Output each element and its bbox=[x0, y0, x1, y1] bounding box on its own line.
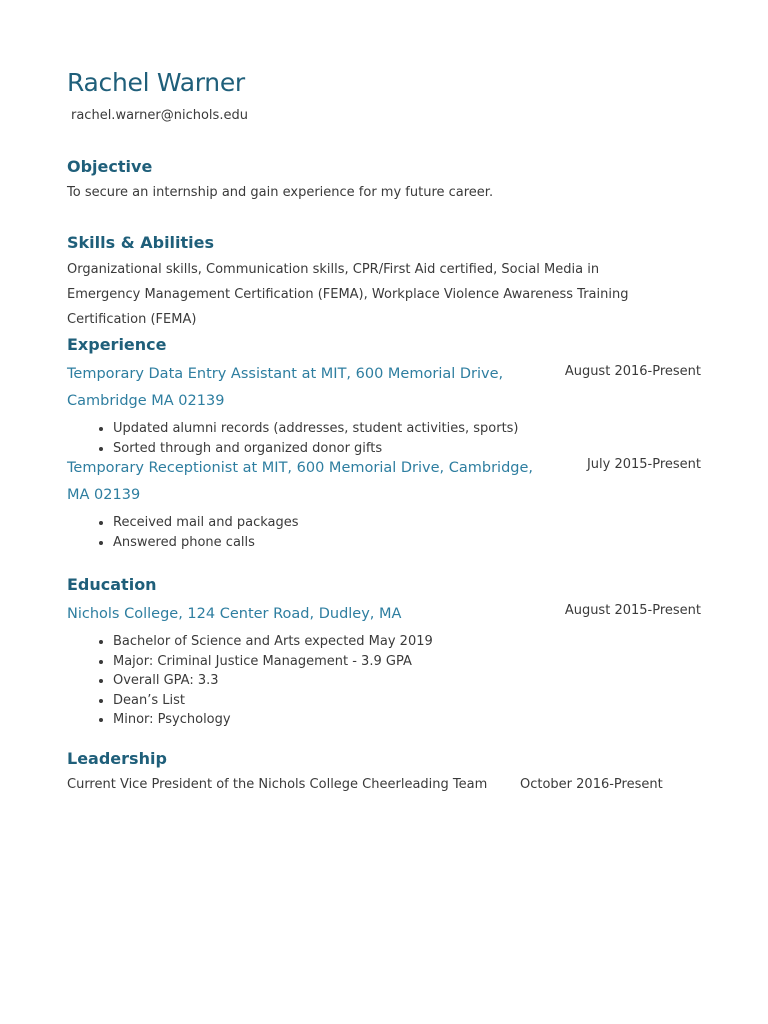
education-heading: Education bbox=[67, 575, 157, 594]
leadership-heading: Leadership bbox=[67, 749, 167, 768]
resume-name: Rachel Warner bbox=[67, 68, 245, 97]
education-details-list bbox=[67, 632, 433, 730]
list-item: • Updated alumni records (addresses, student activities, sports) bbox=[113, 419, 519, 439]
school-name: Nichols College, 124 Center Road, Dudley, MA bbox=[67, 606, 402, 622]
list-item: • Bachelor of Science and Arts expected May 2019 bbox=[113, 632, 433, 652]
list-item: • Overall GPA: 3.3 bbox=[113, 671, 433, 691]
leadership-date: October 2016-Present bbox=[520, 777, 663, 792]
list-item: • Major: Criminal Justice Management - 3.9 GPA bbox=[113, 652, 433, 672]
list-item: • Minor: Psychology bbox=[113, 710, 433, 730]
education-date: August 2015-Present bbox=[564, 603, 701, 618]
leadership-text: Current Vice President of the Nichols College Cheerleading Team bbox=[67, 777, 488, 792]
skills-heading: Skills & Abilities bbox=[67, 233, 215, 252]
job-title: Temporary Data Entry Assistant at MIT, 600 Memorial Drive, Cambridge MA 02139 bbox=[67, 366, 504, 409]
experience-heading: Experience bbox=[67, 335, 167, 354]
job-date: August 2016-Present bbox=[564, 364, 701, 379]
job-date: July 2015-Present bbox=[586, 457, 701, 472]
list-item: • Answered phone calls bbox=[113, 533, 299, 553]
objective-heading: Objective bbox=[67, 157, 153, 176]
list-item: • Received mail and packages bbox=[113, 513, 299, 533]
objective-text: To secure an internship and gain experience for my future career. bbox=[67, 185, 494, 200]
skills-text: Organizational skills, Communication skills, CPR/First Aid certified, Social Media in Emergency Management Certification (FEMA), Workplace Violence Awareness Training Certification (FEMA) bbox=[67, 262, 629, 327]
email-address: rachel.warner@nichols.edu bbox=[71, 108, 248, 123]
job-duties-list bbox=[67, 513, 299, 552]
list-item: • Dean’s List bbox=[113, 691, 433, 711]
job-duties-list bbox=[67, 419, 519, 458]
list-item: • Sorted through and organized donor gifts bbox=[113, 439, 519, 459]
job-title: Temporary Receptionist at MIT, 600 Memorial Drive, Cambridge, MA 02139 bbox=[67, 460, 534, 503]
